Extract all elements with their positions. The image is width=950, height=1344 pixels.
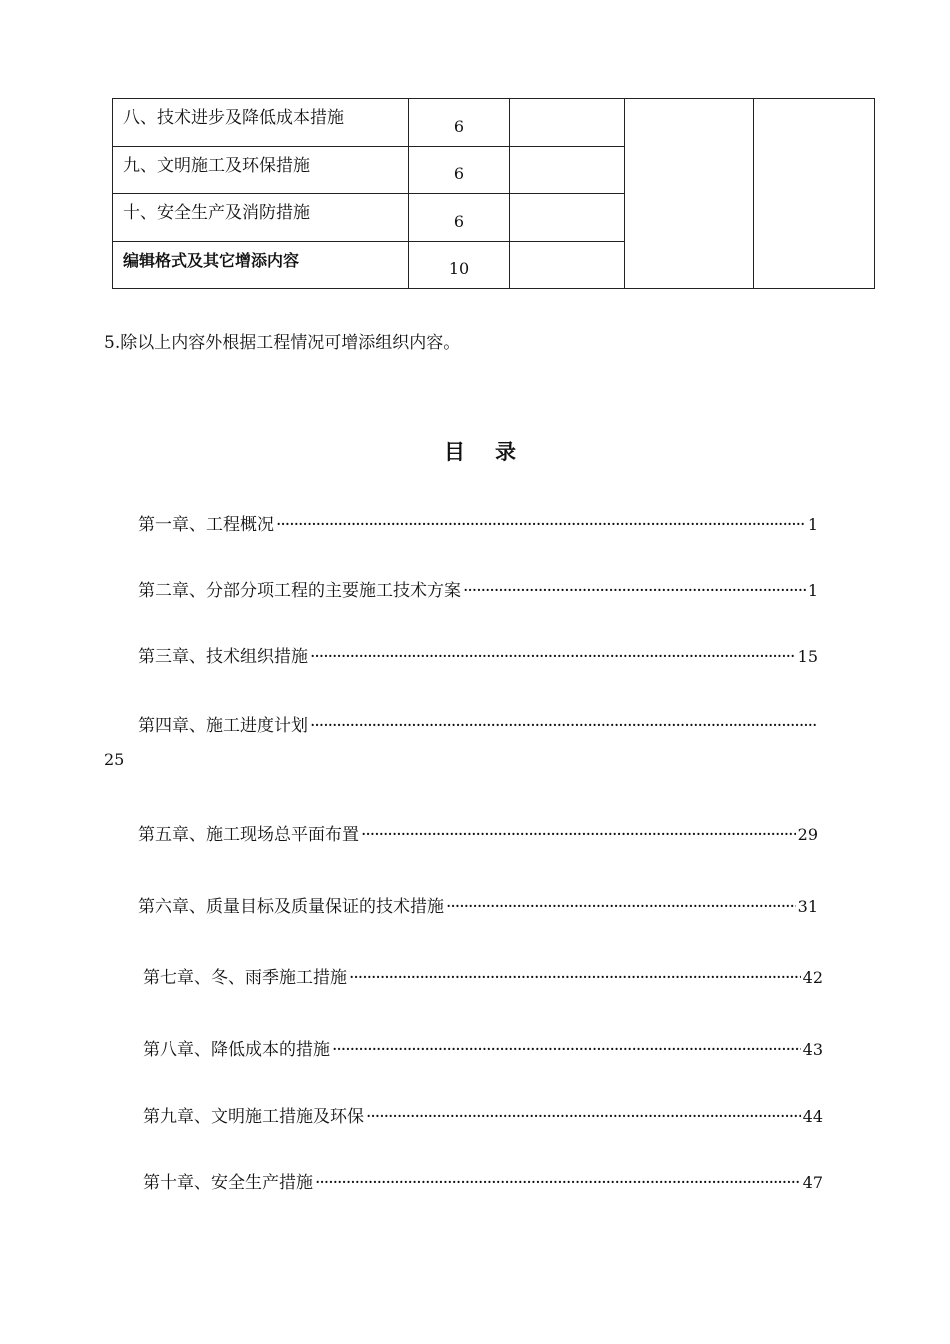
toc-entry[interactable]	[138, 576, 818, 601]
toc-page: 44	[802, 1107, 823, 1126]
toc-page: 29	[797, 825, 818, 844]
merged-cell	[625, 99, 754, 289]
toc-page: 1	[807, 581, 818, 600]
toc-leader	[276, 515, 806, 535]
score-cell: 6	[409, 146, 510, 194]
item-cell: 编辑格式及其它增添内容	[113, 241, 409, 289]
toc-page: 47	[802, 1173, 823, 1192]
item-cell: 九、文明施工及环保措施	[113, 146, 409, 194]
toc-label: 第四章、施工进度计划	[138, 716, 308, 736]
toc-entry[interactable]	[138, 820, 818, 845]
toc-page: 1	[807, 515, 818, 534]
toc-leader	[446, 897, 796, 917]
score-cell: 6	[409, 99, 510, 147]
toc-leader	[315, 1173, 801, 1193]
toc-entry[interactable]	[143, 1035, 823, 1060]
note-text: 5.除以上内容外根据工程情况可增添组织内容。	[104, 333, 461, 353]
toc-label: 第六章、质量目标及质量保证的技术措施	[138, 897, 444, 917]
toc-leader	[463, 581, 806, 601]
toc-page: 42	[802, 968, 823, 987]
score-table	[112, 98, 875, 289]
toc-leader	[310, 716, 816, 736]
toc-leader	[361, 825, 796, 845]
empty-cell	[510, 241, 625, 289]
toc-title: 目录	[444, 440, 546, 464]
table-row	[113, 99, 875, 147]
toc-label: 第九章、文明施工措施及环保	[143, 1107, 364, 1127]
toc-entry[interactable]	[143, 963, 823, 988]
toc-entry[interactable]	[143, 1168, 823, 1193]
toc-label: 第十章、安全生产措施	[143, 1173, 313, 1193]
toc-leader	[310, 647, 796, 667]
toc-leader	[349, 968, 801, 988]
empty-cell	[510, 146, 625, 194]
toc-entry[interactable]	[138, 711, 818, 736]
toc-label: 第五章、施工现场总平面布置	[138, 825, 359, 845]
toc-page: 15	[797, 647, 818, 666]
toc-entry[interactable]	[138, 510, 818, 535]
toc-label: 第二章、分部分项工程的主要施工技术方案	[138, 581, 461, 601]
score-cell: 10	[409, 241, 510, 289]
item-cell: 十、安全生产及消防措施	[113, 194, 409, 242]
toc-label: 第八章、降低成本的措施	[143, 1040, 330, 1060]
toc-leader	[332, 1040, 801, 1060]
toc-page: 25	[104, 750, 125, 769]
empty-cell	[510, 99, 625, 147]
toc-page: 31	[797, 897, 818, 916]
score-cell: 6	[409, 194, 510, 242]
item-cell: 八、技术进步及降低成本措施	[113, 99, 409, 147]
toc-label: 第三章、技术组织措施	[138, 647, 308, 667]
toc-entry[interactable]	[138, 892, 818, 917]
toc-leader	[366, 1107, 801, 1127]
toc-label: 第一章、工程概况	[138, 515, 274, 535]
toc-entry[interactable]	[138, 642, 818, 667]
toc-page: 43	[802, 1040, 823, 1059]
empty-cell	[510, 194, 625, 242]
toc-entry[interactable]	[143, 1102, 823, 1127]
toc-label: 第七章、冬、雨季施工措施	[143, 968, 347, 988]
merged-cell	[754, 99, 875, 289]
